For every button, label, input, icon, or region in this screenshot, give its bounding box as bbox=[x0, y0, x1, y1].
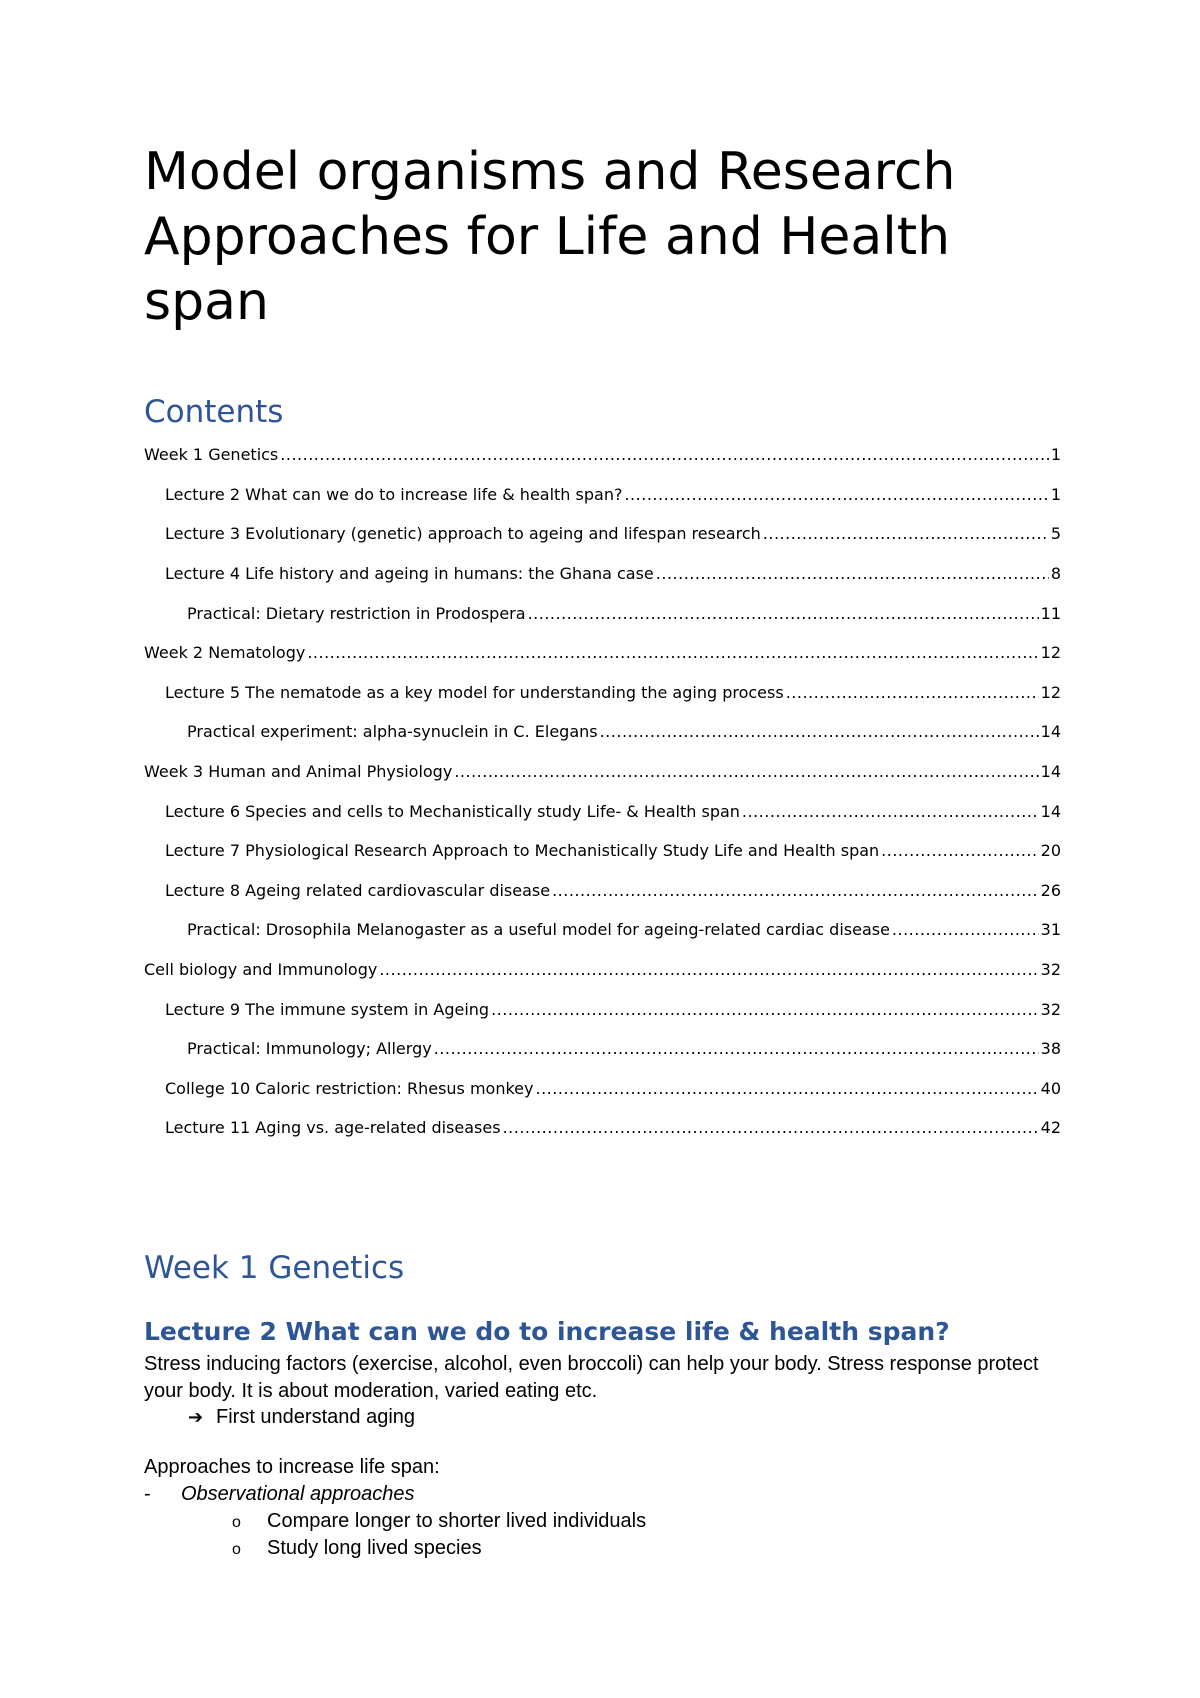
subsection-heading: Lecture 2 What can we do to increase life & health span? bbox=[144, 1317, 950, 1346]
toc-leader-dots bbox=[881, 841, 1038, 860]
toc-entry[interactable] bbox=[144, 554, 1061, 594]
toc-page-number: 38 bbox=[1040, 1039, 1061, 1059]
toc-leader-dots bbox=[600, 722, 1039, 741]
contents-heading: Contents bbox=[144, 394, 284, 430]
toc-entry[interactable] bbox=[144, 435, 1061, 475]
toc-entry-title: Lecture 11 Aging vs. age-related diseases bbox=[165, 1118, 501, 1138]
toc-entry-title: Lecture 2 What can we do to increase life & health span? bbox=[165, 484, 623, 504]
toc-leader-dots bbox=[536, 1079, 1039, 1098]
toc-entry[interactable] bbox=[144, 989, 1061, 1029]
arrow-icon: ➔ bbox=[188, 1407, 204, 1428]
toc-leader-dots bbox=[742, 802, 1039, 821]
toc-page-number: 31 bbox=[1040, 920, 1061, 940]
toc-leader-dots bbox=[624, 485, 1048, 504]
toc-page-number: 20 bbox=[1040, 841, 1061, 861]
toc-leader-dots bbox=[454, 762, 1038, 781]
toc-entry-title: Lecture 5 The nematode as a key model for understanding the aging process bbox=[165, 682, 784, 702]
toc-page-number: 5 bbox=[1050, 524, 1061, 544]
toc-entry[interactable] bbox=[144, 910, 1061, 950]
toc-entry[interactable] bbox=[144, 633, 1061, 673]
toc-entry-title: Lecture 8 Ageing related cardiovascular disease bbox=[165, 880, 551, 900]
toc-page-number: 14 bbox=[1040, 722, 1061, 742]
dash-list-item bbox=[144, 1481, 414, 1508]
toc-page-number: 32 bbox=[1040, 999, 1061, 1019]
toc-leader-dots bbox=[656, 564, 1049, 583]
arrow-item-text: First understand aging bbox=[216, 1406, 416, 1428]
toc-leader-dots bbox=[786, 683, 1039, 702]
toc-page-number: 1 bbox=[1050, 484, 1061, 504]
toc-entry-title: Practical: Drosophila Melanogaster as a useful model for ageing-related cardiac disease bbox=[187, 920, 890, 940]
toc-page-number: 8 bbox=[1050, 564, 1061, 584]
paragraph: Stress inducing factors (exercise, alcohol, even broccoli) can help your body. Stress response protect your body. It is about moderation, varied eating etc. bbox=[144, 1353, 1039, 1402]
toc-leader-dots bbox=[763, 524, 1049, 543]
arrow-list-item bbox=[188, 1404, 415, 1432]
toc-page-number: 1 bbox=[1050, 445, 1061, 465]
toc-entry[interactable] bbox=[144, 1069, 1061, 1109]
toc-entry-title: Lecture 7 Physiological Research Approach to Mechanistically Study Life and Health span bbox=[165, 841, 880, 861]
toc-page-number: 42 bbox=[1040, 1118, 1061, 1138]
toc-leader-dots bbox=[503, 1118, 1039, 1137]
toc-leader-dots bbox=[552, 881, 1039, 900]
toc-entry[interactable] bbox=[144, 1108, 1061, 1148]
toc-leader-dots bbox=[528, 604, 1039, 623]
toc-entry-title: College 10 Caloric restriction: Rhesus monkey bbox=[165, 1078, 534, 1098]
toc-entry[interactable] bbox=[144, 871, 1061, 911]
toc-leader-dots bbox=[892, 920, 1039, 939]
toc-leader-dots bbox=[434, 1039, 1039, 1058]
toc-entry[interactable] bbox=[144, 831, 1061, 871]
sub-item-text: Compare longer to shorter lived individuals bbox=[267, 1510, 647, 1532]
toc-entry-title: Practical experiment: alpha-synuclein in C. Elegans bbox=[187, 722, 598, 742]
toc-entry-title: Week 3 Human and Animal Physiology bbox=[144, 762, 453, 782]
toc-entry[interactable] bbox=[144, 791, 1061, 831]
sub-item-text: Study long lived species bbox=[267, 1537, 482, 1559]
toc-leader-dots bbox=[307, 643, 1038, 662]
toc-page-number: 12 bbox=[1040, 643, 1061, 663]
toc-entry-title: Practical: Dietary restriction in Prodospera bbox=[187, 603, 526, 623]
toc-entry-title: Cell biology and Immunology bbox=[144, 960, 378, 980]
toc-entry-title: Practical: Immunology; Allergy bbox=[187, 1039, 432, 1059]
toc-entry[interactable] bbox=[144, 593, 1061, 633]
toc-page-number: 11 bbox=[1040, 603, 1061, 623]
toc-entry-title: Lecture 3 Evolutionary (genetic) approach to ageing and lifespan research bbox=[165, 524, 761, 544]
dash-bullet: - bbox=[144, 1483, 151, 1505]
toc-page-number: 14 bbox=[1040, 762, 1061, 782]
toc-entry-title: Lecture 4 Life history and ageing in humans: the Ghana case bbox=[165, 564, 654, 584]
toc-page-number: 14 bbox=[1040, 801, 1061, 821]
toc-leader-dots bbox=[379, 960, 1038, 979]
toc-entry-title: Week 2 Nematology bbox=[144, 643, 306, 663]
toc-entry[interactable] bbox=[144, 475, 1061, 515]
toc-entry[interactable] bbox=[144, 950, 1061, 990]
toc-entry[interactable] bbox=[144, 1029, 1061, 1069]
table-of-contents bbox=[144, 435, 1061, 1148]
toc-entry[interactable] bbox=[144, 514, 1061, 554]
toc-page-number: 26 bbox=[1040, 880, 1061, 900]
toc-entry[interactable] bbox=[144, 712, 1061, 752]
document-title: Model organisms and Research Approaches for Life and Health span bbox=[144, 142, 956, 332]
toc-page-number: 32 bbox=[1040, 960, 1061, 980]
toc-page-number: 12 bbox=[1040, 682, 1061, 702]
toc-entry-title: Lecture 9 The immune system in Ageing bbox=[165, 999, 490, 1019]
paragraph: Approaches to increase life span: bbox=[144, 1456, 440, 1478]
circle-bullet-icon: o bbox=[232, 1514, 241, 1531]
toc-entry[interactable] bbox=[144, 752, 1061, 792]
toc-leader-dots bbox=[491, 1000, 1039, 1019]
dash-item-text: Observational approaches bbox=[181, 1483, 415, 1505]
section-heading: Week 1 Genetics bbox=[144, 1250, 405, 1286]
toc-page-number: 40 bbox=[1040, 1078, 1061, 1098]
toc-entry-title: Week 1 Genetics bbox=[144, 445, 279, 465]
toc-entry[interactable] bbox=[144, 673, 1061, 713]
toc-leader-dots bbox=[280, 445, 1049, 464]
sub-list-item bbox=[232, 1535, 482, 1564]
sub-list-item bbox=[232, 1508, 646, 1537]
circle-bullet-icon: o bbox=[232, 1541, 241, 1558]
toc-entry-title: Lecture 6 Species and cells to Mechanistically study Life- & Health span bbox=[165, 801, 740, 821]
